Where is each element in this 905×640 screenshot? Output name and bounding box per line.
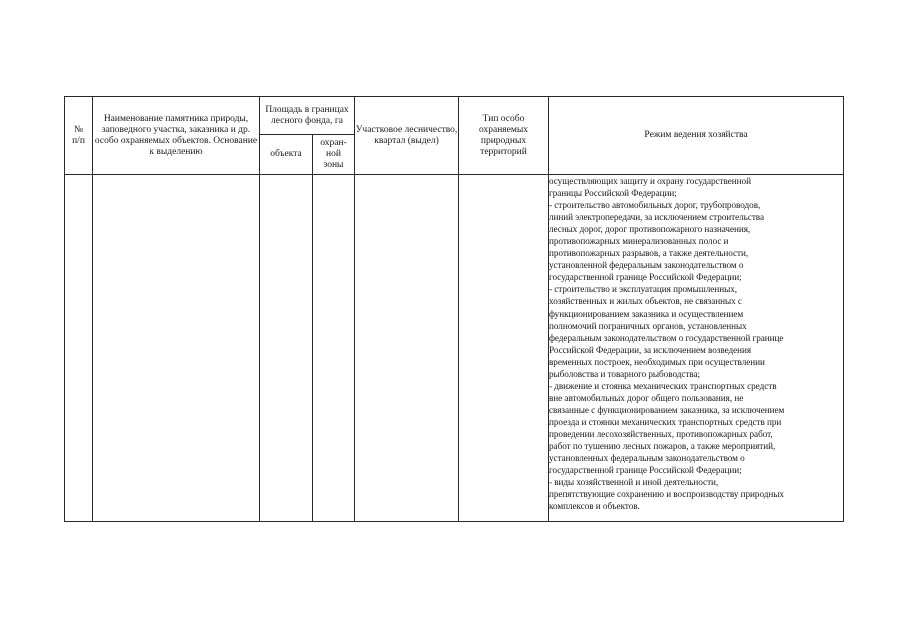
regime-line: связанные с функционированием заказника, за исключением xyxy=(549,404,785,415)
header-area-text: Площадь в границах лесного фонда, га xyxy=(265,104,349,126)
regime-line: проведении лесохозяйственных, противопожарных работ, xyxy=(549,428,773,439)
regime-line: временных построек, необходимых при осуществлении xyxy=(549,356,765,367)
regime-line: линий электропередачи, за исключением строительства xyxy=(549,212,765,223)
regime-line: осуществляющих защиту и охрану государственной xyxy=(549,176,751,186)
regime-line: работ по тушению лесных пожаров, а также мероприятий, xyxy=(549,441,776,452)
header-regime xyxy=(549,97,844,175)
header-forestry xyxy=(355,97,459,175)
cell-regime xyxy=(549,175,844,522)
cell-type xyxy=(459,175,549,522)
regime-line: установленной федеральным законодательством о xyxy=(549,260,744,271)
regime-line: рыболовства и товарного рыбоводства; xyxy=(549,368,701,379)
regime-line: Российской Федерации, за исключением возведения xyxy=(549,344,752,355)
header-area-object-text: объекта xyxy=(270,149,302,159)
regime-line: комплексов и объектов. xyxy=(549,501,640,512)
header-area-object xyxy=(260,135,313,175)
header-type xyxy=(459,97,549,175)
regime-line: противопожарных минерализованных полос и xyxy=(549,236,729,247)
regime-line: государственной границе Российской Федерации; xyxy=(549,272,742,283)
cell-number xyxy=(65,175,93,522)
regime-line: - строительство автомобильных дорог, трубопроводов, xyxy=(549,200,761,211)
cell-area-zone xyxy=(313,175,355,522)
header-area-zone xyxy=(313,135,355,175)
cell-forestry xyxy=(355,175,459,522)
protected-areas-table xyxy=(64,96,844,522)
regime-line: противопожарных разрывов, а также деятельности, xyxy=(549,248,749,259)
regime-line: - виды хозяйственной и иной деятельности, xyxy=(549,477,719,488)
header-number xyxy=(65,97,93,175)
regime-line: полномочий пограничных органов, установленных xyxy=(549,320,747,331)
cell-name xyxy=(93,175,260,522)
header-forestry-text: Участковое лесничество, квартал (выдел) xyxy=(355,124,458,146)
header-regime-text: Режим ведения хозяйства xyxy=(644,130,748,140)
header-area xyxy=(260,97,355,135)
regime-line: препятствующие сохранению и воспроизводству природных xyxy=(549,489,784,500)
regime-line: функционированием заказника и осуществлением xyxy=(549,308,744,319)
table-row xyxy=(65,175,844,522)
regime-line: установленных федеральным законодательством о xyxy=(549,453,745,464)
regime-line: федеральным законодательством о государственной границе xyxy=(549,332,784,343)
regime-line: хозяйственных и жилых объектов, не связанных с xyxy=(549,296,742,307)
header-type-text: Тип особо охраняемых природных территорий xyxy=(478,113,529,157)
cell-area-object xyxy=(260,175,313,522)
regime-line: государственной границе Российской Федерации; xyxy=(549,465,742,476)
header-area-zone-text: охран- ной зоны xyxy=(320,138,347,170)
header-name-text: Наименование памятника природы, заповедного участка, заказника и др. особо охраняемых объектов. Основание к выделению xyxy=(94,113,258,157)
regime-line: границы Российской Федерации; xyxy=(549,188,677,199)
header-name xyxy=(93,97,260,175)
regime-line: проезда и стоянки механических транспортных средств при xyxy=(549,416,782,427)
header-number-text: № п/п xyxy=(72,124,85,146)
regime-line: вне автомобильных дорог общего пользования, не xyxy=(549,392,744,403)
regime-line: лесных дорог, дорог противопожарного назначения, xyxy=(549,224,751,235)
regime-line: - строительство и эксплуатация промышленных, xyxy=(549,284,737,295)
regime-line: - движение и стоянка механических транспортных средств xyxy=(549,380,777,391)
